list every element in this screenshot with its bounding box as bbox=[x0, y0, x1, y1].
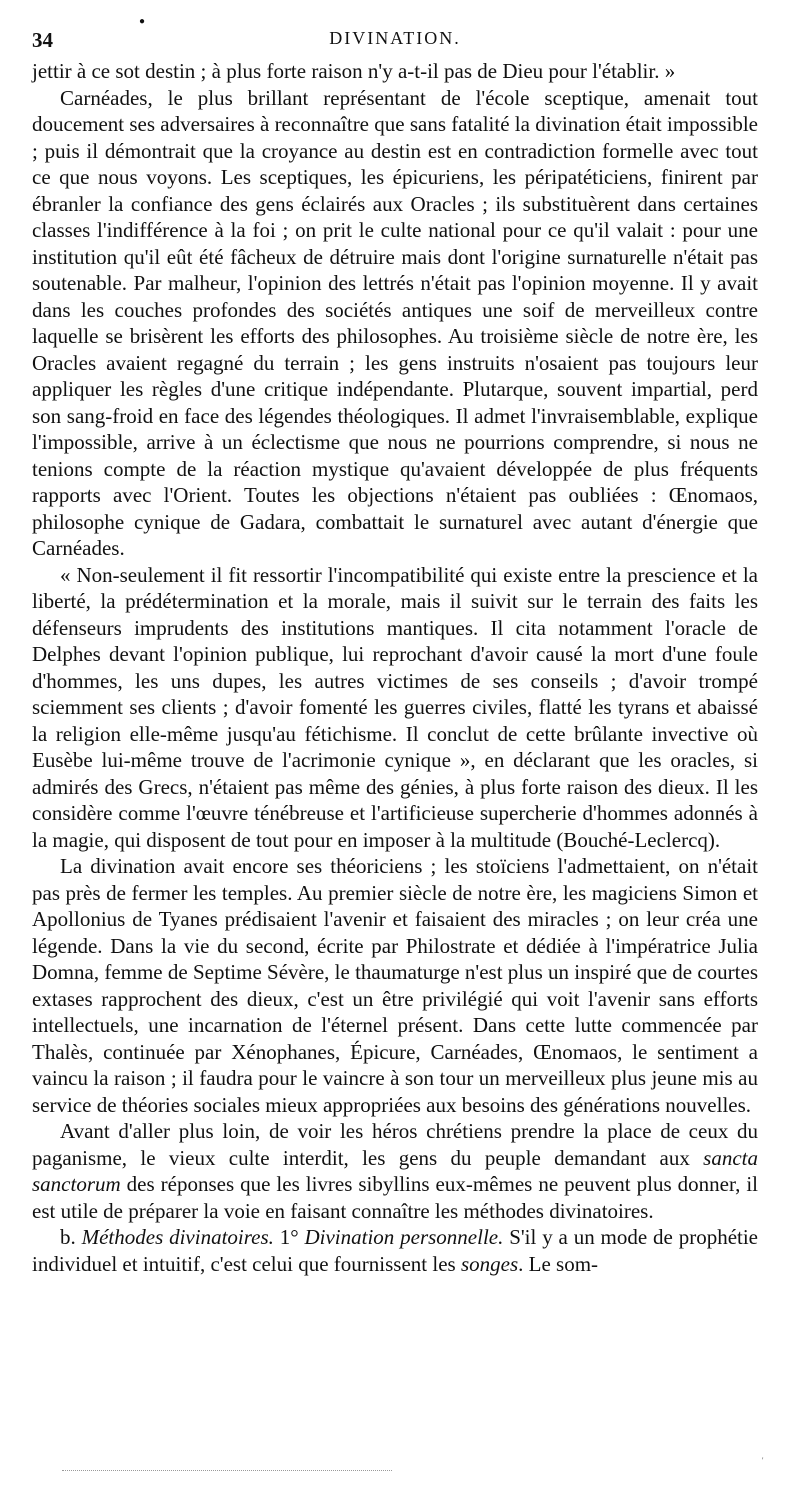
paragraph-continuation: jettir à ce sot destin ; à plus forte raison n'y a-t-il pas de Dieu pour l'établir. » bbox=[32, 59, 676, 83]
subsection-number: 1° bbox=[279, 1225, 299, 1249]
page-number: 34 bbox=[32, 28, 53, 52]
section-heading: Méthodes divinatoires. bbox=[81, 1225, 274, 1249]
running-head bbox=[32, 16, 758, 58]
paragraph-carneades: Carnéades, le plus brillant représentant de l'école sceptique, amenait tout doucement ses adversaires à reconnaître que sans fatalité la divination était impossible ; puis il démontrait que la croyance au destin est en contradiction formelle avec tout ce que nous voyons. Les sceptiques, les épicuriens, les péripatéticiens, finirent par ébranler la confiance des gens éclairés aux Oracles ; ils substituèrent dans certaines classes l'indifférence à la foi ; on prit le culte national pour ce qu'il valait : pour une institution qu'il eût été fâcheux de détruire mais dont l'origine surnaturelle n'était pas soutenable. Par malheur, l'opinion des lettrés n'était pas l'opinion moyenne. Il y avait dans les couches profondes des sociétés antiques une soif de merveilleux contre laquelle se brisèrent les efforts des philosophes. Au troisième siècle de notre ère, les Oracles avaient regagné du terrain ; les gens instruits n'osaient pas toujours leur appliquer les règles d'une critique indépendante. Plutarque, souvent impartial, perd son sang-froid en face des légendes théologiques. Il admet l'invraisemblable, explique l'impossible, arrive à un éclectisme que nous ne pourrions comprendre, si nous ne tenions compte de la réaction mystique qu'avaient développée de plus fréquents rapports avec l'Orient. Toutes les objections n'étaient pas oubliées : Œnomaos, philosophe cynique de Gadara, combattait le surnaturel avec autant d'énergie que Carnéades. bbox=[32, 85, 758, 560]
section-label: b. bbox=[60, 1225, 76, 1249]
printer-mark: ● bbox=[139, 16, 146, 27]
paragraph-avant bbox=[32, 1118, 758, 1224]
paragraph-quotation: « Non-seulement il fit ressortir l'incompatibilité qui existe entre la prescience et la liberté, la prédétermination et la morale, mais il suivit sur le terrain des faits les défenseurs imprudents des institutions mantiques. Il cita notamment l'oracle de Delphes devant l'opinion publique, lui reprochant d'avoir causé la mort d'une foule d'hommes, les uns dupes, les autres victimes de ses conseils ; d'avoir trompé sciemment ses clients ; d'avoir fomenté les guerres civiles, flatté les tyrans et abaissé la religion elle-même jusqu'au fétichisme. Il conclut de cette brûlante invective où Eusèbe lui-même trouve de l'acrimonie cynique », en déclarant que les oracles, si admirés des Grecs, n'étaient pas même des génies, à plus forte raison des dieux. Il les considère comme l'œuvre ténébreuse et l'artificieuse supercherie d'hommes adonnés à la magie, qui disposent de tout pour en imposer à la multitude (Bouché-Leclercq). bbox=[32, 562, 758, 852]
footer-rule bbox=[62, 1470, 392, 1471]
footer-mark: ' bbox=[762, 1456, 764, 1465]
italic-term: songes bbox=[460, 1251, 519, 1276]
text-run: Avant d'aller plus loin, de voir les héros chrétiens prendre la place de ceux du paganisme, le vieux culte interdit, les gens du peuple demandant aux bbox=[32, 1119, 758, 1170]
paragraph-methodes bbox=[32, 1224, 758, 1277]
body-text bbox=[32, 58, 758, 1277]
text-run: S'il y a un mode de prophétie individuel et intuitif, c'est celui que fournissent les bbox=[32, 1225, 759, 1276]
paragraph-theoriciens: La divination avait encore ses théoriciens ; les stoïciens l'admettaient, on n'était pas près de fermer les temples. Au premier siècle de notre ère, les magiciens Simon et Apollonius de Tyanes prédisaient l'avenir et faisaient des miracles ; on leur créa une légende. Dans la vie du second, écrite par Philostrate et dédiée à l'impératrice Julia Domna, femme de Septime Sévère, le thaumaturge n'est plus un inspiré que de courtes extases rapprochent des dieux, c'est un être privilégié qui voit l'avenir sans efforts intellectuels, une incarnation de l'éternel présent. Dans cette lutte commencée par Thalès, continuée par Xénophanes, Épicure, Carnéades, Œnomaos, le sentiment a vaincu la raison ; il faudra pour le vaincre à son tour un merveilleux plus jeune mis au service de théories sociales mieux appropriées aux besoins des générations nouvelles. bbox=[32, 854, 758, 1117]
italic-term: sancta sanctorum bbox=[32, 1145, 758, 1196]
text-run: . Le som- bbox=[518, 1251, 599, 1276]
book-page bbox=[32, 16, 759, 1277]
subsection-heading: Divination personnelle. bbox=[304, 1225, 504, 1249]
text-run: des réponses que les livres sibyllins eux-mêmes ne peuvent plus donner, il est utile de préparer la voie en faisant connaître les méthodes divinatoires. bbox=[32, 1172, 758, 1223]
running-title: DIVINATION. bbox=[329, 28, 461, 48]
